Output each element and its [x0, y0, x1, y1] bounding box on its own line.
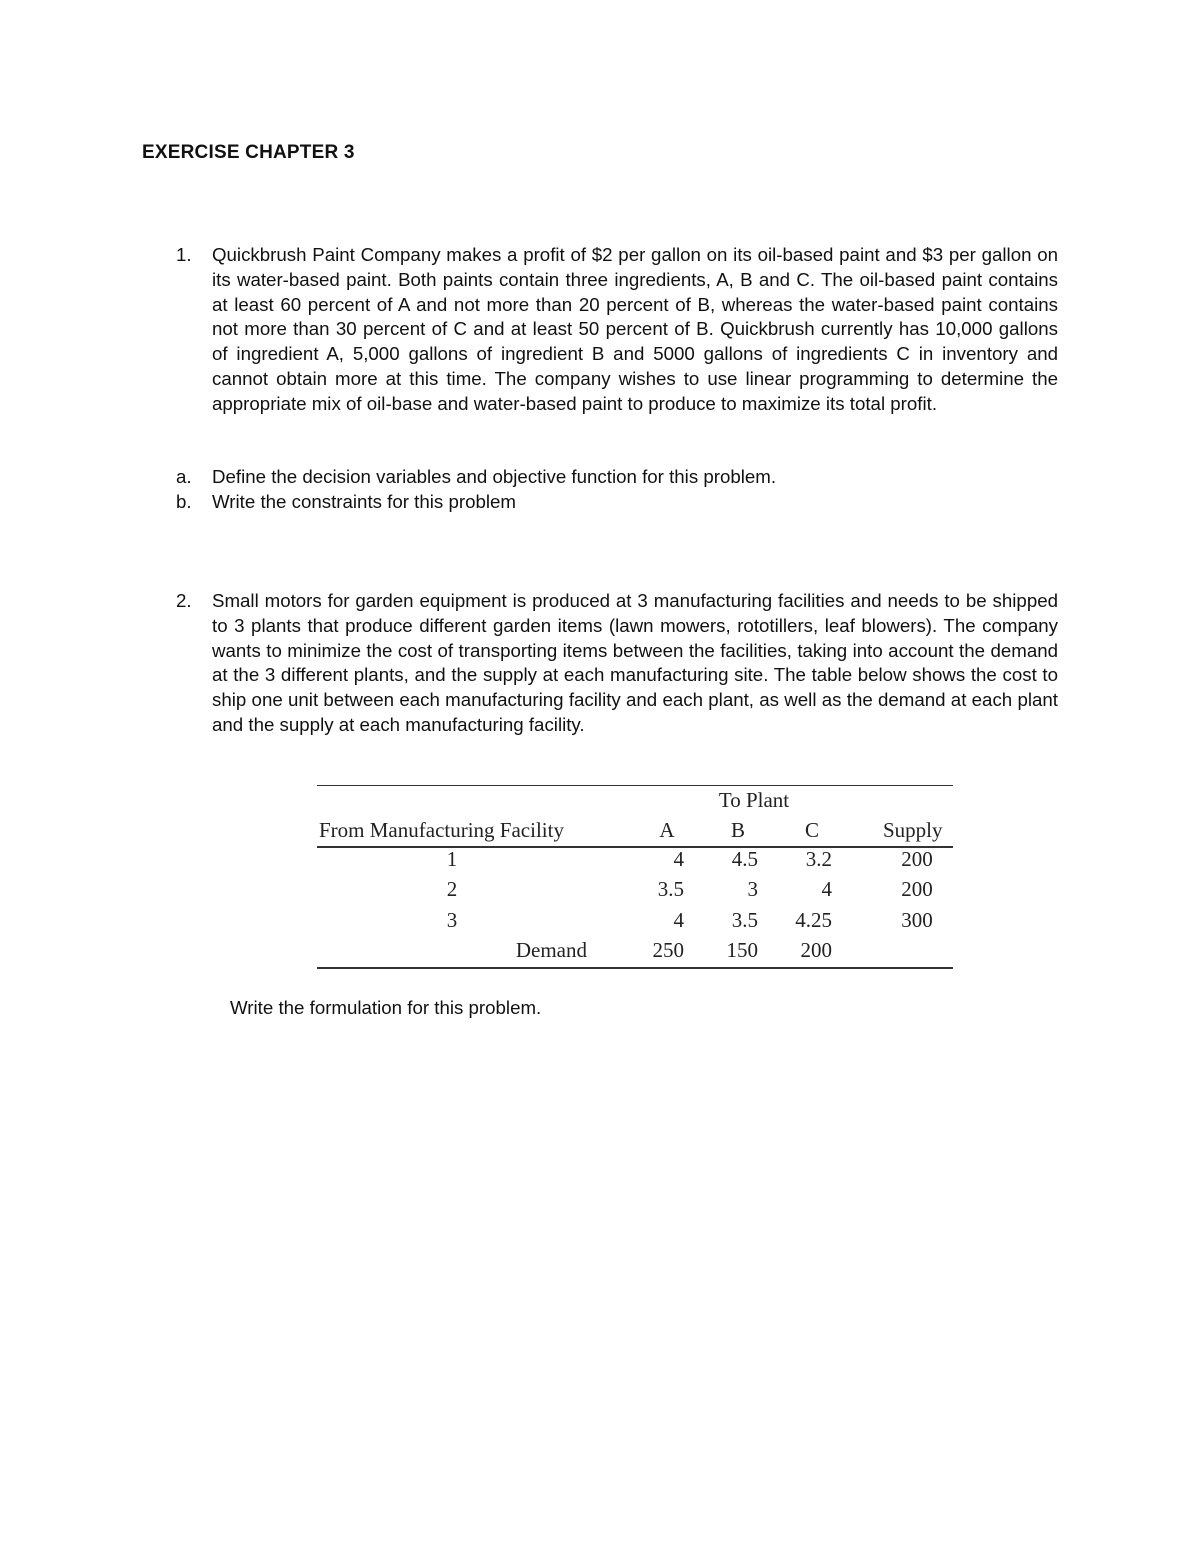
table-demand-cell: 200	[800, 938, 832, 962]
table-cell: 3.2	[805, 847, 832, 871]
table-header: C	[804, 818, 819, 842]
question-number: 2.	[176, 590, 192, 611]
table-cell-facility: 3	[446, 908, 458, 932]
table-cell: 3.5	[731, 908, 758, 932]
question-text: Small motors for garden equipment is produced at 3 manufacturing facilities and needs to be shipped to 3 plants that produce different garden items (lawn mowers, rototillers, leaf blowers). The company wants to minimize the cost of transporting items between the facilities, taking into account the demand at the 3 different plants, and the supply at each manufacturing site. The table below shows the cost to ship one unit between each manufacturing facility and each plant, as well as the demand at each plant and the supply at each manufacturing facility.	[212, 590, 1058, 735]
sub-question-text: Define the decision variables and objective function for this problem.	[212, 466, 777, 487]
table-cell-facility: 1	[446, 847, 458, 871]
table-group-header: To Plant	[718, 788, 790, 812]
table-cell-facility: 2	[446, 877, 458, 901]
question-2	[176, 589, 1058, 738]
question-text: Quickbrush Paint Company makes a profit of $2 per gallon on its oil-based paint and $3 per gallon on its water-based paint. Both paints contain three ingredients, A, B and C. The oil-based paint contains at least 60 percent of A and not more than 20 percent of B, whereas the water-based paint contains not more than 30 percent of C and at least 50 percent of B. Quickbrush currently has 10,000 gallons of ingredient A, 5,000 gallons of ingredient B and 5000 gallons of ingredients C in inventory and cannot obtain more at this time. The company wishes to use linear programming to determine the appropriate mix of oil-base and water-based paint to produce to maximize its total profit.	[212, 244, 1058, 414]
question-2-instruction: Write the formulation for this problem.	[230, 997, 542, 1018]
question-1	[176, 243, 1058, 417]
table-cell: 4	[673, 908, 684, 932]
sub-question-a	[176, 465, 776, 490]
table-cell: 200	[901, 847, 933, 871]
sub-question-label: a.	[176, 466, 192, 487]
table-cell: 4	[821, 877, 832, 901]
table-top-rule	[317, 785, 953, 786]
cost-table	[317, 784, 953, 970]
table-cell: 4.5	[731, 847, 758, 871]
table-demand-label: Demand	[515, 938, 587, 962]
table-demand-cell: 250	[652, 938, 684, 962]
table-cell: 4.25	[795, 908, 832, 932]
table-demand-cell: 150	[726, 938, 758, 962]
sub-question-text: Write the constraints for this problem	[212, 491, 516, 512]
sub-question-label: b.	[176, 491, 192, 512]
table-header: Supply	[883, 818, 943, 842]
table-header: From Manufacturing Facility	[319, 818, 564, 842]
table-cell: 3.5	[657, 877, 684, 901]
table-bottom-rule	[317, 967, 953, 969]
table-header: B	[730, 818, 745, 842]
table-cell: 3	[747, 877, 758, 901]
table-cell: 200	[901, 877, 933, 901]
page-title: EXERCISE CHAPTER 3	[142, 142, 355, 163]
sub-question-b	[176, 490, 516, 515]
table-header: A	[659, 818, 675, 842]
table-cell: 300	[901, 908, 933, 932]
table-cell: 4	[673, 847, 684, 871]
question-number: 1.	[176, 244, 192, 265]
